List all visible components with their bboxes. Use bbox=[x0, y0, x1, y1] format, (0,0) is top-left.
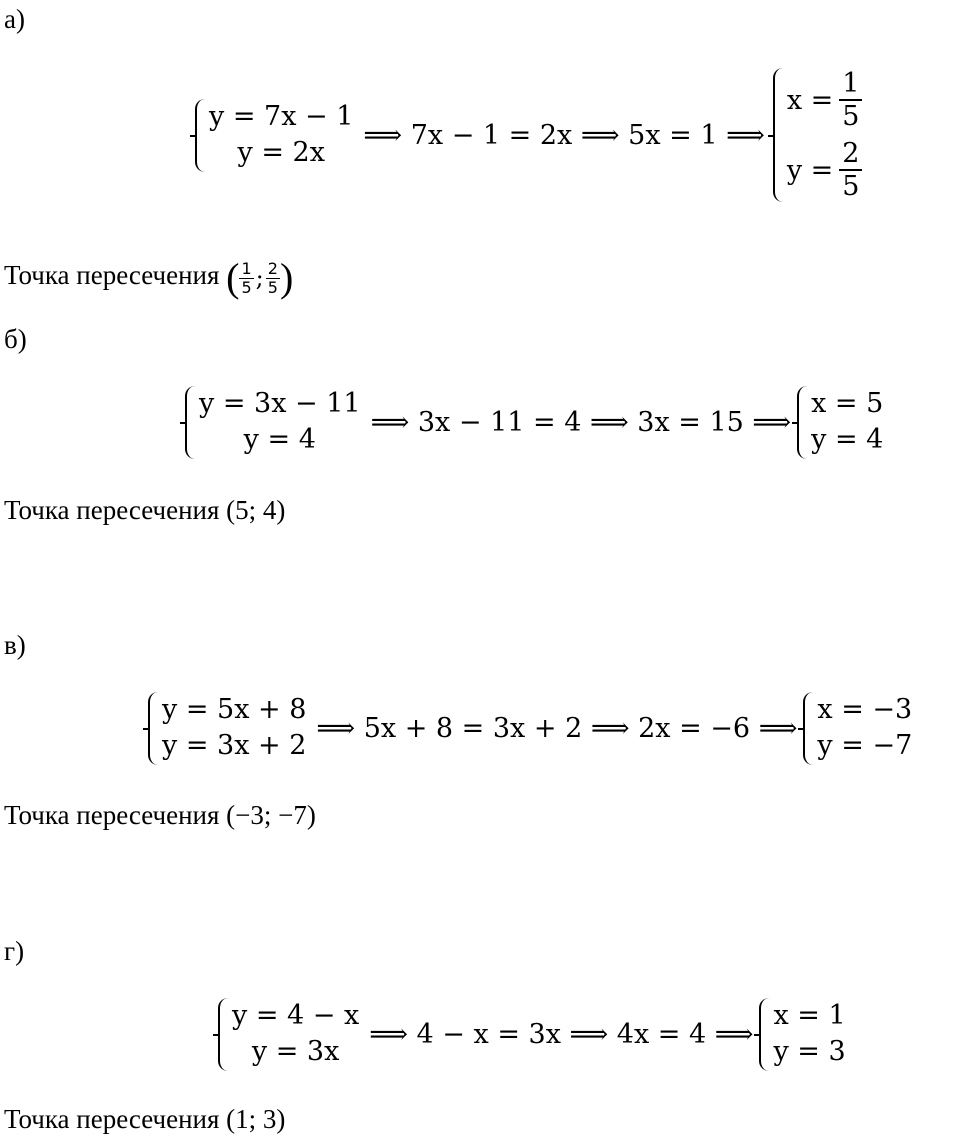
answer-x-fraction bbox=[239, 260, 253, 296]
brace-icon bbox=[759, 998, 769, 1071]
brace-icon bbox=[218, 998, 228, 1071]
system-g bbox=[218, 998, 359, 1071]
result-system-g bbox=[759, 998, 845, 1071]
system-eq-2: y = 4 bbox=[243, 424, 316, 456]
solution-chain-v: ⟹ 5x + 8 = 3x + 2 ⟹ 2x = −6 ⟹ bbox=[316, 712, 798, 744]
brace-icon bbox=[185, 386, 195, 459]
result-y: y = 3 bbox=[773, 1036, 846, 1068]
system-eq-1: y = 7x − 1 bbox=[209, 100, 354, 132]
system-b bbox=[185, 386, 361, 459]
equation-line-g bbox=[218, 998, 846, 1071]
result-system-a bbox=[773, 68, 863, 202]
result-y-lhs: y = bbox=[786, 154, 834, 186]
system-eq-2: y = 2x bbox=[237, 137, 325, 169]
section-label-b: б) bbox=[4, 324, 27, 354]
solution-chain-a: ⟹ 7x − 1 = 2x ⟹ 5x = 1 ⟹ bbox=[363, 119, 765, 151]
brace-icon bbox=[773, 68, 783, 202]
answer-a bbox=[4, 255, 294, 300]
fraction-denominator: 5 bbox=[267, 277, 278, 297]
equation-line-a bbox=[195, 68, 862, 202]
section-label-v: в) bbox=[4, 630, 26, 660]
fraction-denominator: 5 bbox=[241, 277, 252, 297]
section-label-a: а) bbox=[4, 4, 25, 34]
system-v bbox=[148, 692, 306, 765]
open-paren: ( bbox=[226, 255, 240, 300]
result-x-lhs: x = bbox=[786, 84, 834, 116]
system-eq-1: y = 5x + 8 bbox=[162, 694, 307, 725]
brace-icon bbox=[195, 99, 205, 172]
fraction-denominator: 5 bbox=[842, 171, 860, 203]
result-x: x = −3 bbox=[817, 694, 913, 725]
fraction-numerator: 2 bbox=[839, 138, 862, 171]
result-x: x = 5 bbox=[811, 388, 884, 419]
fraction-numerator: 1 bbox=[839, 68, 862, 101]
fraction-numerator: 1 bbox=[241, 258, 252, 278]
separator: ; bbox=[255, 264, 264, 292]
system-eq-1: y = 4 − x bbox=[232, 1000, 360, 1031]
result-system-b bbox=[797, 386, 883, 459]
result-y: y = 4 bbox=[811, 424, 884, 456]
answer-g: Точка пересечения (1; 3) bbox=[4, 1104, 286, 1134]
system-a bbox=[195, 99, 353, 172]
answer-y-fraction bbox=[266, 260, 280, 296]
answer-b: Точка пересечения (5; 4) bbox=[4, 495, 286, 525]
close-paren: ) bbox=[279, 255, 294, 300]
fraction-denominator: 5 bbox=[842, 101, 860, 133]
answer-v: Точка пересечения (−3; −7) bbox=[4, 800, 316, 830]
brace-icon bbox=[797, 386, 807, 459]
brace-icon bbox=[803, 692, 813, 765]
section-label-g: г) bbox=[4, 936, 25, 966]
fraction-numerator: 2 bbox=[267, 258, 278, 278]
brace-icon bbox=[148, 692, 158, 765]
system-eq-1: y = 3x − 11 bbox=[199, 388, 361, 419]
equation-line-v bbox=[148, 692, 912, 765]
system-eq-2: y = 3x bbox=[251, 1036, 340, 1068]
system-eq-2: y = 3x + 2 bbox=[162, 730, 307, 762]
result-y-fraction bbox=[839, 138, 862, 202]
solution-chain-b: ⟹ 3x − 11 = 4 ⟹ 3x = 15 ⟹ bbox=[370, 406, 792, 438]
result-system-v bbox=[803, 692, 912, 765]
solution-chain-g: ⟹ 4 − x = 3x ⟹ 4x = 4 ⟹ bbox=[369, 1018, 754, 1050]
equation-line-b bbox=[185, 386, 883, 459]
answer-prefix: Точка пересечения bbox=[4, 260, 220, 291]
result-x: x = 1 bbox=[773, 1000, 846, 1031]
result-y: y = −7 bbox=[817, 730, 913, 762]
result-x-fraction bbox=[839, 68, 862, 132]
